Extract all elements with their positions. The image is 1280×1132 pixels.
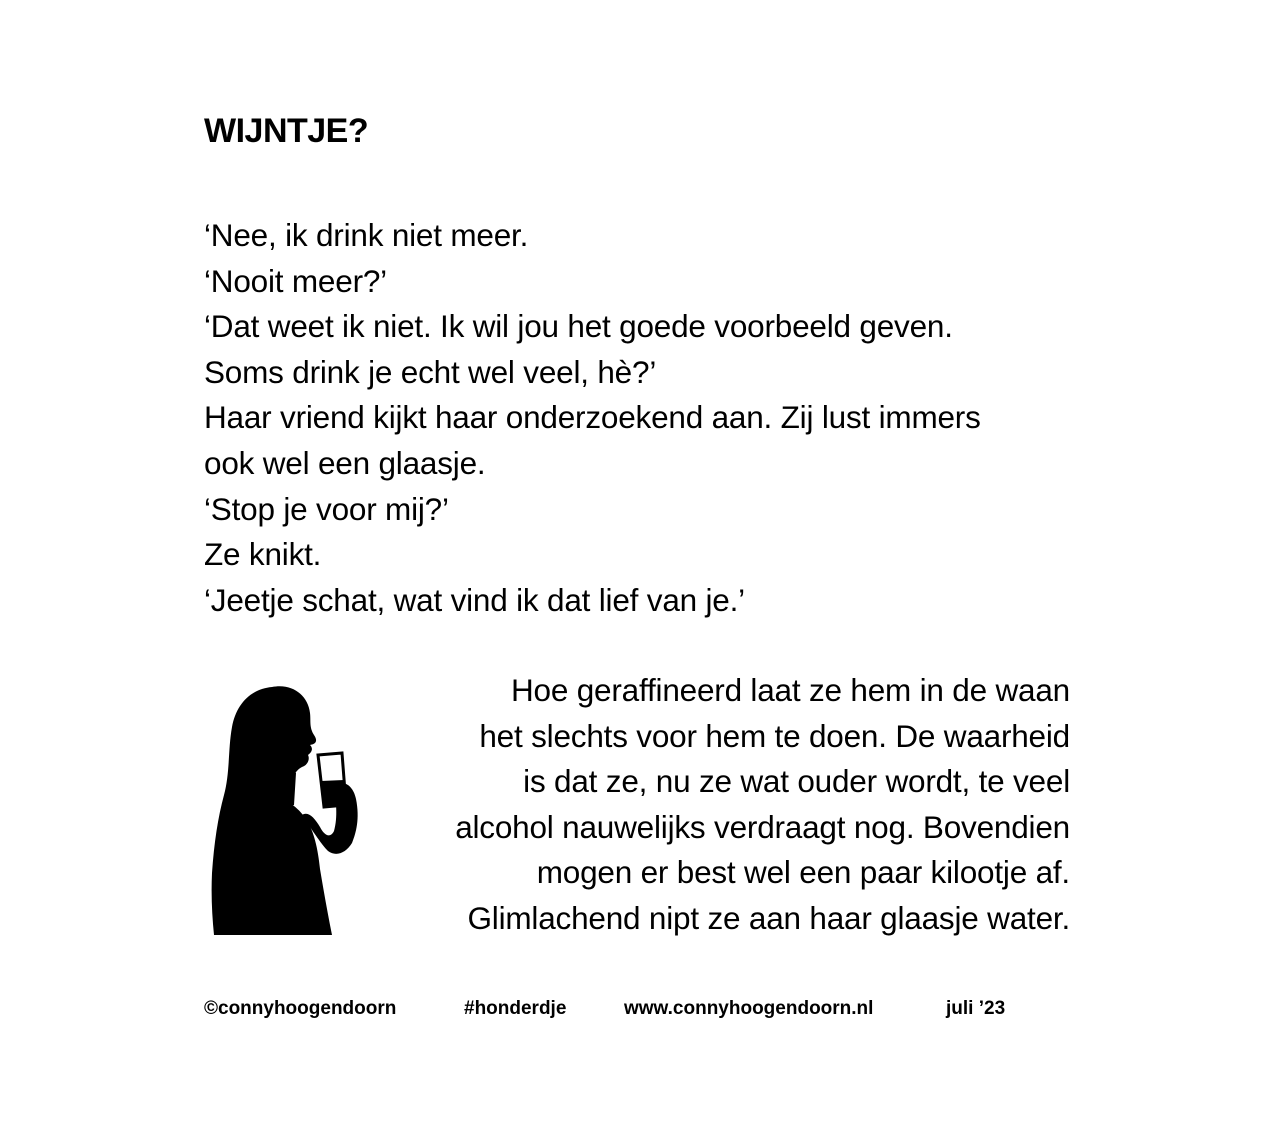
reflection-line: het slechts voor hem te doen. De waarheid: [479, 717, 1070, 754]
reflection-text: [380, 668, 1070, 942]
hashtag-text: #honderdje: [464, 998, 567, 1019]
woman-drinking-silhouette-icon: [210, 683, 370, 935]
reflection-line: Hoe geraffineerd laat ze hem in de waan: [511, 672, 1070, 708]
reflection-line: Glimlachend nipt ze aan haar glaasje water.: [467, 899, 1070, 936]
story-line: ‘Jeetje schat, wat vind ik dat lief van je.’: [204, 581, 745, 618]
story-line: ‘Dat weet ik niet. Ik wil jou het goede voorbeeld geven.: [204, 308, 953, 345]
reflection-line: mogen er best wel een paar kilootje af.: [536, 854, 1070, 891]
story-text: [204, 213, 1084, 623]
copyright-text: ©connyhoogendoorn: [204, 998, 397, 1019]
date-text: juli ’23: [946, 998, 1006, 1019]
story-line: Soms drink je echt wel veel, hè?’: [204, 353, 657, 390]
story-line: ‘Nooit meer?’: [204, 262, 387, 299]
reflection-line: is dat ze, nu ze wat ouder wordt, te veel: [523, 763, 1070, 800]
story-line: ook wel een glaasje.: [204, 444, 486, 481]
story-line: ‘Nee, ik drink niet meer.: [204, 217, 529, 253]
reflection-line: alcohol nauwelijks verdraagt nog. Bovendien: [455, 808, 1070, 845]
story-line: ‘Stop je voor mij?’: [204, 490, 449, 527]
story-line: Haar vriend kijkt haar onderzoekend aan. Zij lust immers: [204, 399, 981, 436]
website-link[interactable]: www.connyhoogendoorn.nl: [624, 998, 874, 1019]
page-title: WIJNTJE?: [204, 112, 369, 150]
story-line: Ze knikt.: [204, 536, 322, 573]
